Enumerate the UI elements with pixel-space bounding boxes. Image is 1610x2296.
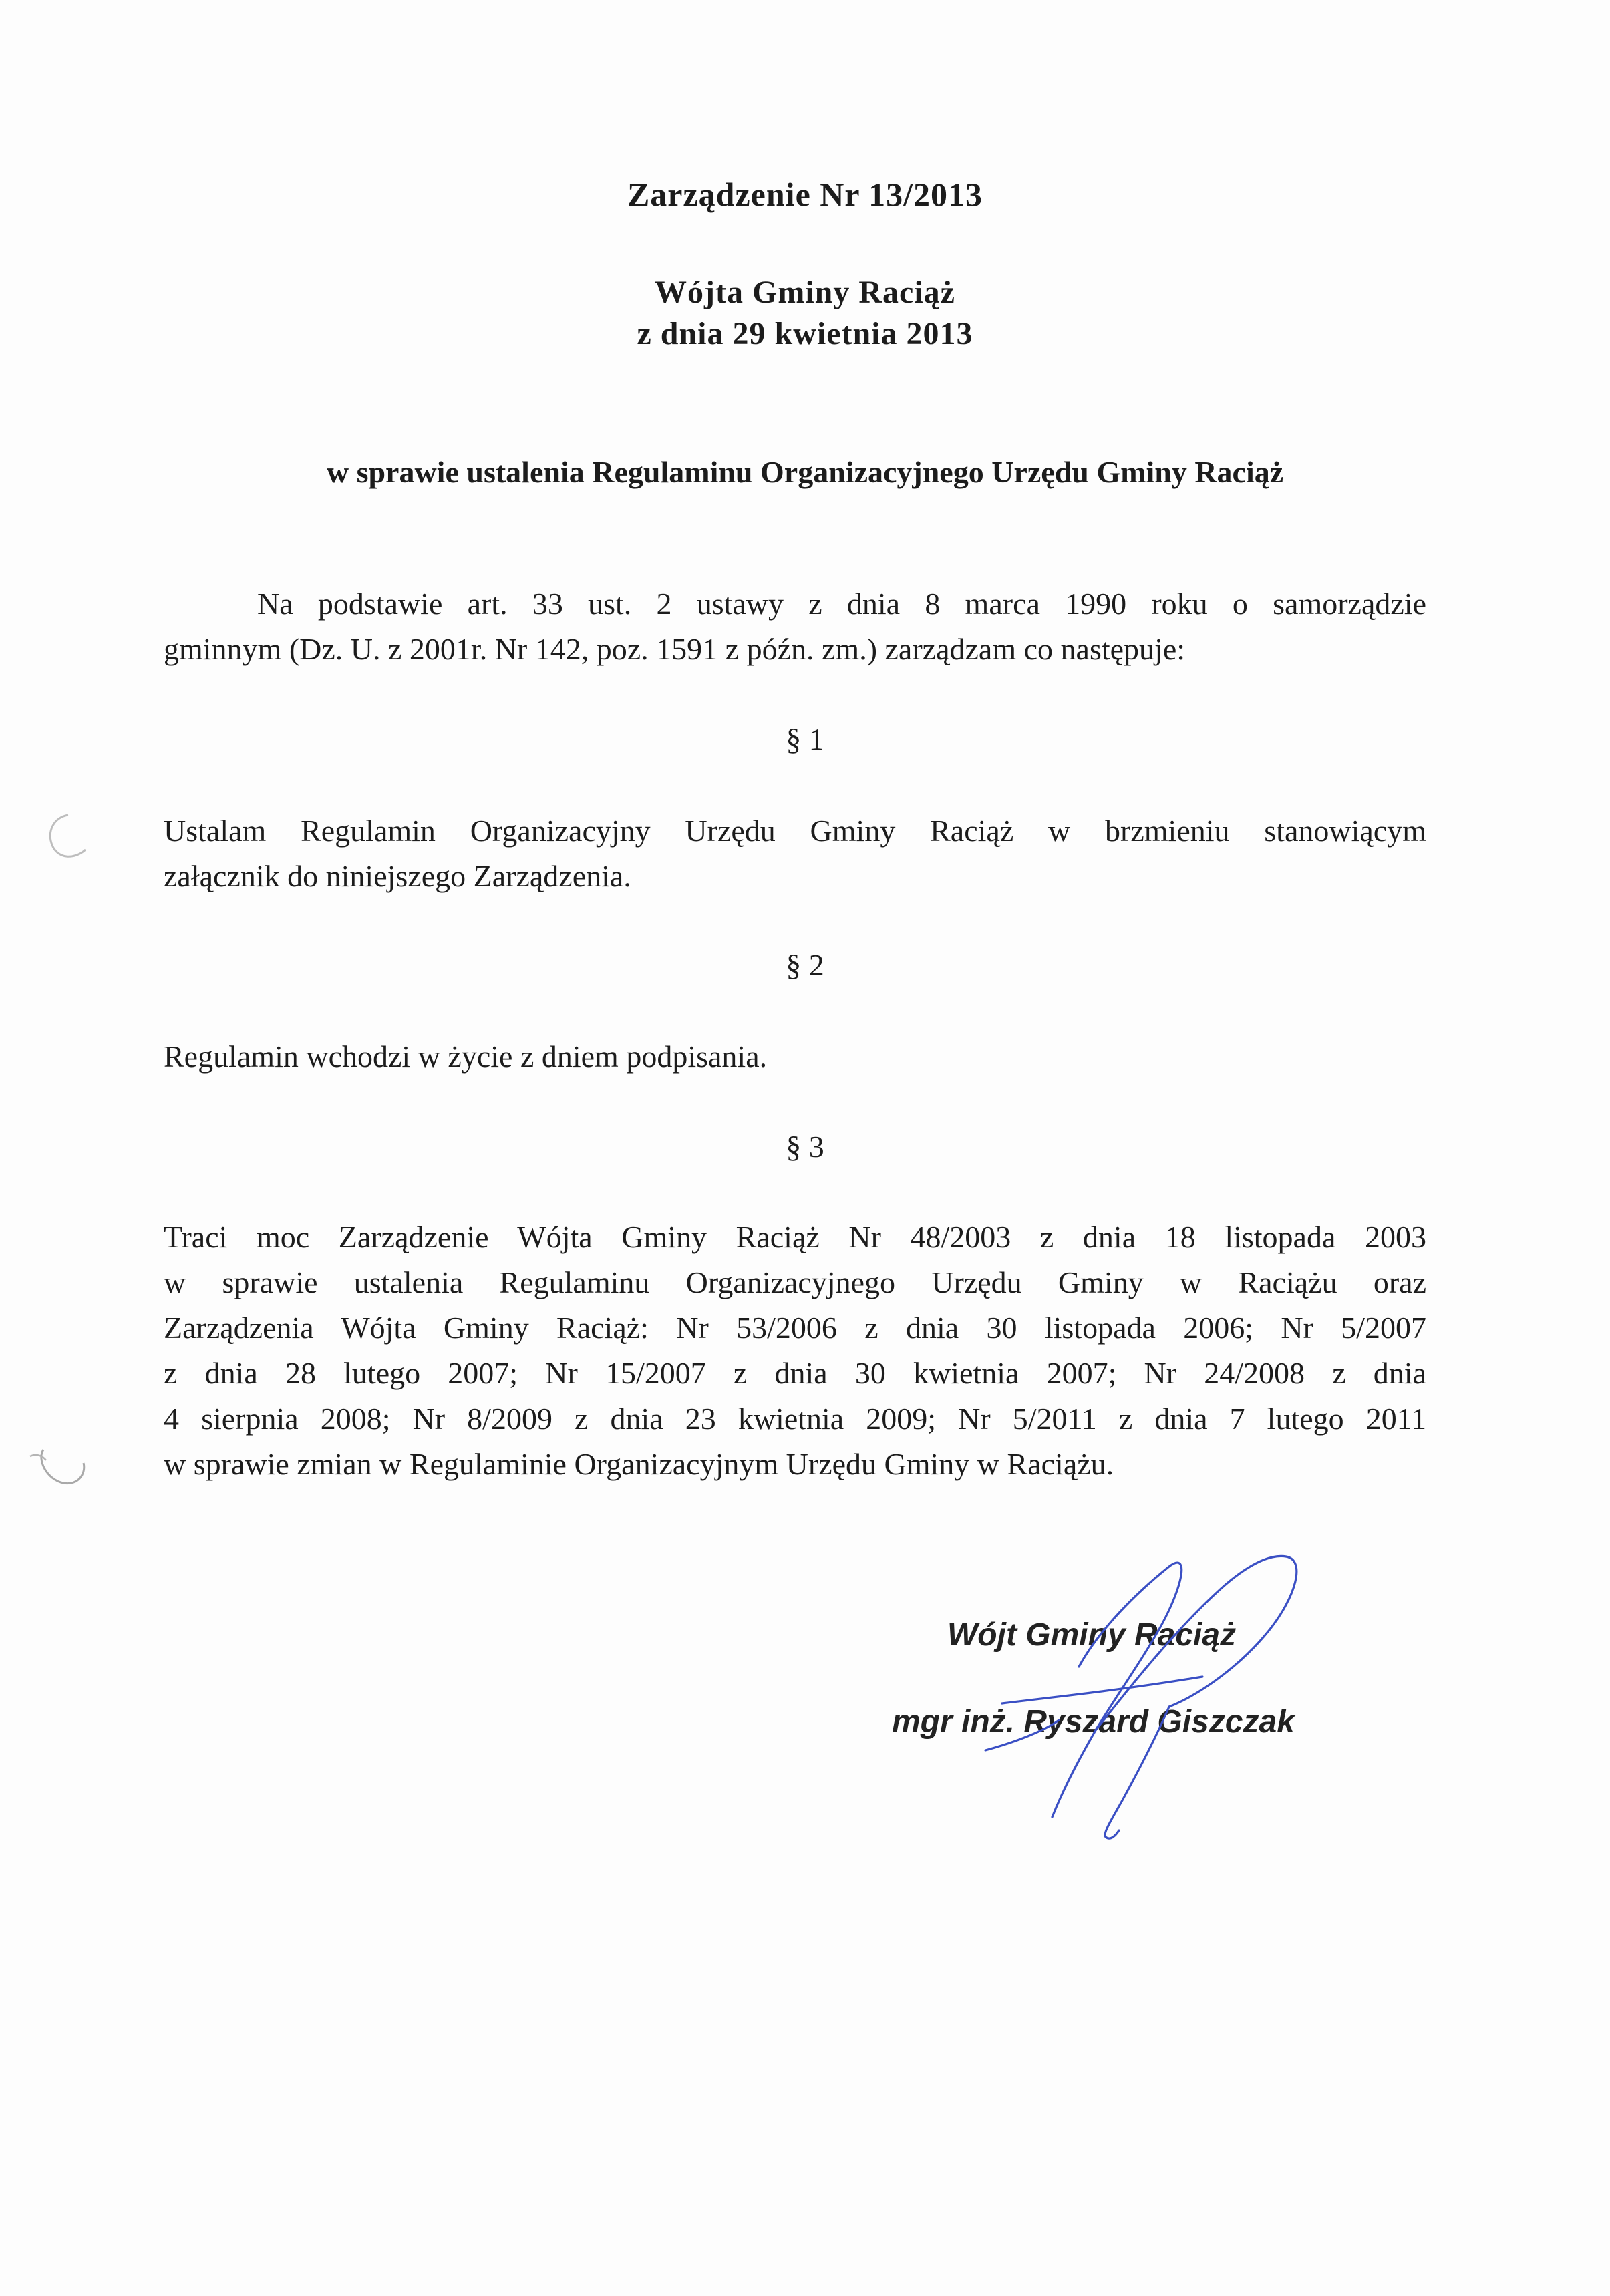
section-3-body <box>164 1214 1426 1487</box>
preamble-line: gminnym (Dz. U. z 2001r. Nr 142, poz. 1591 z późn. zm.) zarządzam co następuje: <box>164 632 1186 666</box>
document-subject: w sprawie ustalenia Regulaminu Organizacyjnego Urzędu Gminy Raciąż <box>326 455 1284 489</box>
section-line: załącznik do niniejszego Zarządzenia. <box>164 859 631 893</box>
section-heading: § 1 <box>786 722 824 756</box>
section-line: z dnia 28 lutego 2007; Nr 15/2007 z dnia 30 kwietnia 2007; Nr 24/2008 z dnia <box>164 1356 1426 1390</box>
document-date: z dnia 29 kwietnia 2013 <box>637 316 973 351</box>
document-issuer: Wójta Gminy Raciąż <box>655 275 955 310</box>
section-line: Regulamin wchodzi w życie z dniem podpisania. <box>164 1039 768 1074</box>
signatory-name: mgr inż. Ryszard Giszczak <box>892 1704 1295 1740</box>
preamble-line: Na podstawie art. 33 ust. 2 ustawy z dnia 8 marca 1990 roku o samorządzie <box>257 587 1426 621</box>
signatory-office: Wójt Gminy Raciąż <box>947 1617 1237 1653</box>
preamble <box>164 581 1426 672</box>
document-title: Zarządzenie Nr 13/2013 <box>627 176 983 213</box>
signature-strokes <box>985 1556 1297 1838</box>
section-1-body <box>164 808 1426 899</box>
handwritten-signature <box>922 1530 1336 1844</box>
section-heading: § 2 <box>786 948 824 982</box>
punch-hole-mark <box>17 1430 97 1503</box>
section-line: w sprawie ustalenia Regulaminu Organizacyjnego Urzędu Gminy w Raciążu oraz <box>164 1265 1426 1299</box>
punch-hole-mark <box>27 802 100 875</box>
section-line: Traci moc Zarządzenie Wójta Gminy Raciąż Nr 48/2003 z dnia 18 listopada 2003 <box>164 1220 1426 1254</box>
section-line: Zarządzenia Wójta Gminy Raciąż: Nr 53/2006 z dnia 30 listopada 2006; Nr 5/2007 <box>164 1311 1426 1345</box>
section-line: Ustalam Regulamin Organizacyjny Urzędu Gminy Raciąż w brzmieniu stanowiącym <box>164 814 1426 848</box>
section-line: w sprawie zmian w Regulaminie Organizacyjnym Urzędu Gminy w Raciążu. <box>164 1447 1114 1481</box>
section-2-body <box>164 1034 1426 1080</box>
section-line: 4 sierpnia 2008; Nr 8/2009 z dnia 23 kwietnia 2009; Nr 5/2011 z dnia 7 lutego 2011 <box>164 1402 1426 1436</box>
section-heading: § 3 <box>786 1130 824 1164</box>
